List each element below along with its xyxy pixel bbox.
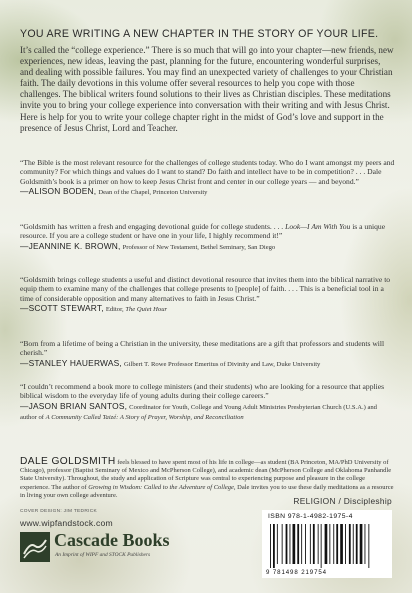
endorser-description: Editor, The Quiet Hour bbox=[105, 306, 168, 314]
endorser-description: Gilbert T. Rowe Professor Emeritus of Divinity and Law, Duke University bbox=[123, 360, 321, 368]
barcode-bar bbox=[368, 524, 369, 568]
barcode-bar bbox=[318, 524, 319, 564]
endorser-description: Dean of the Chapel, Princeton University bbox=[98, 189, 208, 197]
barcode-bar bbox=[365, 524, 366, 564]
barcode-bar bbox=[297, 524, 299, 564]
barcode-bar bbox=[356, 524, 358, 564]
endorsement-attribution bbox=[20, 187, 395, 197]
barcode-bar bbox=[305, 524, 306, 564]
barcode-bar bbox=[321, 524, 322, 568]
endorsement-4 bbox=[20, 339, 395, 369]
endorsement-attribution bbox=[20, 359, 395, 369]
barcode-bar bbox=[349, 524, 351, 564]
publisher-website: www.wipfandstock.com bbox=[20, 518, 113, 528]
barcode-bar bbox=[301, 524, 302, 564]
endorsement-attribution bbox=[20, 242, 395, 252]
barcode-bar bbox=[360, 524, 363, 564]
barcode-bar bbox=[290, 524, 291, 564]
barcode-bar bbox=[333, 524, 334, 564]
author-bio bbox=[20, 458, 395, 500]
cover-design-credit: COVER DESIGN: JIM TEDRICK bbox=[20, 509, 97, 514]
endorsement-quote: “Born from a lifetime of being a Christian in the university, these meditations are a gift that professors and students will cherish.” bbox=[20, 339, 385, 358]
barcode-bar bbox=[340, 524, 343, 564]
barcode-bar bbox=[277, 524, 278, 564]
barcode-bar bbox=[293, 524, 296, 564]
barcode-bar bbox=[286, 524, 288, 564]
endorser-name: —SCOTT STEWART, bbox=[20, 303, 104, 314]
barcode-bar bbox=[310, 524, 311, 564]
publisher-logo-block bbox=[20, 530, 220, 570]
endorsement-2 bbox=[20, 222, 395, 252]
endorsement-attribution bbox=[20, 402, 395, 423]
barcode-bar bbox=[345, 524, 346, 564]
category-label: RELIGION / Discipleship bbox=[293, 496, 392, 506]
barcode-bar bbox=[273, 524, 275, 568]
publisher-name: Cascade Books bbox=[54, 530, 170, 550]
barcode-bar bbox=[270, 524, 271, 568]
endorser-description: Professor of New Testament, Bethel Seminary, San Diego bbox=[122, 243, 276, 251]
author-bio-text: feels blessed to have spent most of his life in college—as student (BA Princeton, MA/PhD University of Chicago), professor (Baptist Seminary of Mexico and McPherson College), and academic dean (McPherson College and Oklahoma Panhandle State University). Throughout, the study and application of Scripture was central to experiencing purpose and pleasure in the college experience. The author of Growing in Wisdom: Called to the Adventure of College, Dale invites you to use these daily meditations as a resource in living your own college adventure. bbox=[20, 459, 394, 499]
endorser-description: Coordinator for Youth, College and Young Adult Ministries Presbyterian Church (U.S.A.) and author of A Community Called Taizé: A Story of Prayer, Worship, and Reconciliation bbox=[20, 403, 377, 422]
endorsement-quote: “The Bible is the most relevant resource for the challenges of college students today. Who do I want amongst my peers and community? For which things and values do I want to stand? Do faith and intellect have to be in competition? . . . Dale Goldsmith’s book is a primer on how to keep Jesus Christ front and center in our college years — and beyond.” bbox=[20, 158, 395, 186]
endorsement-quote: “I couldn’t recommend a book more to college ministers (and their students) who are looking for a resource that applies biblical wisdom to the everyday life of young adults during their college careers.” bbox=[20, 382, 385, 401]
barcode-bar bbox=[313, 524, 315, 564]
cascade-logo-icon bbox=[20, 532, 50, 562]
barcode-bar bbox=[282, 524, 283, 564]
back-cover-headline: YOU ARE WRITING A NEW CHAPTER IN THE STORY OF YOUR LIFE. bbox=[20, 28, 379, 40]
endorsement-quote: “Goldsmith brings college students a useful and distinct devotional resource that invites them into the biblical narrative to equip them to examine many of the challenges that college presents to [people] of faith. . . . This is a beneficial tool in a time of considerable opposition and many alternatives to faith in Jesus Christ.” bbox=[20, 275, 391, 303]
author-name: DALE GOLDSMITH bbox=[20, 456, 116, 467]
endorser-name: —JASON BRIAN SANTOS, bbox=[20, 400, 128, 411]
endorsement-5 bbox=[20, 382, 395, 423]
endorser-name: —JEANNINE K. BROWN, bbox=[20, 240, 121, 251]
isbn-barcode bbox=[262, 510, 392, 578]
endorsement-attribution bbox=[20, 304, 395, 314]
blurb-paragraph: It’s called the “college experience.” There is so much that will go into your chapter—new friends, new experiences, new ideas, leaving the past, planning for the future, encountering wonderful surprises, and dealing with possible failures. You may find an unexpected variety of challenges to your Christian faith. The daily devotions in this volume offer several resources to help you cope with those challenges. The biblical writers found solutions to their lives as Christian disciples. These meditations invite you to bring your college experience into conversation with their writing and with Jesus Christ. Here is help for you to write your college chapter right in the midst of God’s love and support in the presence of Jesus Christ, Lord and Teacher. bbox=[20, 45, 394, 133]
endorsement-3 bbox=[20, 275, 395, 315]
endorsement-1 bbox=[20, 158, 395, 198]
barcode-bar bbox=[353, 524, 354, 564]
barcode-bar bbox=[329, 524, 330, 564]
barcode-bar bbox=[336, 524, 338, 564]
barcode-digits: 9 781498 219754 bbox=[266, 569, 327, 576]
endorsement-quote: “Goldsmith has written a fresh and engaging devotional guide for college students. . . . Look—I Am With You is a unique resource. If you are a college student or have one in your life, I highly recommend it!” bbox=[20, 222, 386, 241]
endorser-name: —ALISON BODEN, bbox=[20, 186, 97, 197]
barcode-bar bbox=[325, 524, 328, 564]
endorser-name: —STANLEY HAUERWAS, bbox=[20, 357, 122, 368]
isbn-text: ISBN 978-1-4982-1975-4 bbox=[268, 513, 353, 520]
barcode-bars bbox=[268, 524, 386, 568]
publisher-subtitle: An Imprint of WIPF and STOCK Publishers bbox=[55, 552, 151, 558]
